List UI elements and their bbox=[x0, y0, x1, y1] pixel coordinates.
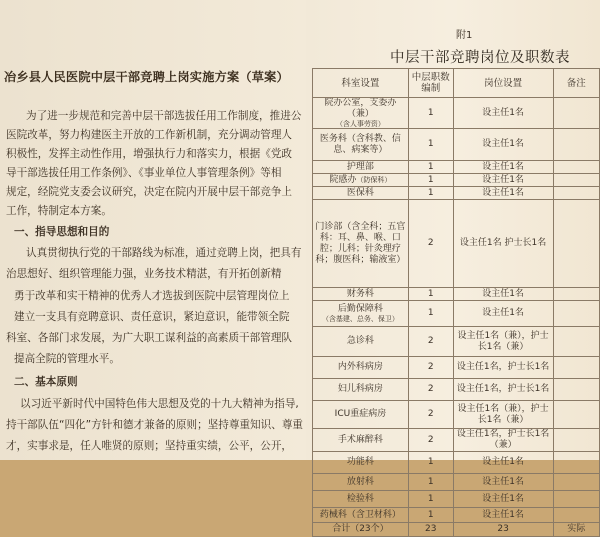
paragraph-line: 建立一支具有竞聘意识、责任意识，紧迫意识，能带领全院 bbox=[14, 311, 290, 323]
table-title: 中层干部竞聘岗位及职数表 bbox=[390, 50, 570, 66]
count-cell: 1 bbox=[408, 129, 453, 161]
note-cell bbox=[553, 452, 599, 474]
table-row bbox=[313, 200, 600, 288]
table-row bbox=[313, 357, 600, 379]
paragraph-line: 医院改革，努力构建医主开放的工作新机制，充分调动管理人 bbox=[6, 129, 293, 141]
note-cell bbox=[553, 288, 599, 301]
dept-cell: 医保科 bbox=[313, 187, 409, 200]
post-cell: 设主任1名（兼），护士长1名（兼） bbox=[453, 401, 553, 429]
note-cell bbox=[553, 508, 599, 523]
document-title: 冶乡县人民医院中层干部竞聘上岗实施方案（草案） bbox=[4, 70, 289, 84]
table-row bbox=[313, 491, 600, 508]
paragraph-line: 为了进一步规范和完善中层干部选拔任用工作制度，推进公 bbox=[26, 110, 302, 122]
count-cell: 2 bbox=[408, 429, 453, 452]
paragraph-line: 持干部队伍“四化”方针和德才兼备的原则；坚持尊重知识、尊重 bbox=[6, 419, 304, 431]
count-cell: 1 bbox=[408, 474, 453, 491]
post-cell: 设主任1名 bbox=[453, 288, 553, 301]
dept-cell: 检验科 bbox=[313, 491, 409, 508]
post-cell: 设主任1名，护士长1名（兼） bbox=[453, 429, 553, 452]
paragraph-line: 勇于改革和实干精神的优秀人才选拔到医院中层管理岗位上 bbox=[14, 290, 290, 302]
column-header: 岗位设置 bbox=[453, 69, 553, 98]
table-row bbox=[313, 508, 600, 523]
count-cell: 1 bbox=[408, 187, 453, 200]
dept-note: （含人事劳资） bbox=[335, 120, 385, 128]
column-header: 中层职数编制 bbox=[408, 69, 453, 98]
table-row bbox=[313, 288, 600, 301]
paragraph-line: 规定，经院党支委会议研究，决定在院内开展中层干部竞争上 bbox=[6, 186, 293, 198]
dept-cell bbox=[313, 301, 409, 327]
table-row bbox=[313, 401, 600, 429]
table-row bbox=[313, 429, 600, 452]
dept-note: （含基建、总务、保卫） bbox=[321, 315, 399, 323]
dept-cell: 功能科 bbox=[313, 452, 409, 474]
note-cell bbox=[553, 357, 599, 379]
positions-table bbox=[312, 68, 600, 537]
dept-name: 后勤保障科 bbox=[337, 304, 383, 314]
post-cell: 设主任1名 bbox=[453, 187, 553, 200]
post-cell: 设主任1名 护士长1名 bbox=[453, 200, 553, 288]
paragraph-line: 提高全院的管理水平。 bbox=[14, 353, 120, 365]
count-cell: 1 bbox=[408, 174, 453, 187]
column-header: 科室设置 bbox=[313, 69, 409, 98]
table-row bbox=[313, 301, 600, 327]
note-cell bbox=[553, 129, 599, 161]
count-cell: 2 bbox=[408, 200, 453, 288]
count-cell: 1 bbox=[408, 98, 453, 129]
dept-name: 院感办 bbox=[329, 174, 357, 185]
total-count-cell: 23 bbox=[408, 523, 453, 537]
count-cell: 2 bbox=[408, 379, 453, 401]
count-cell: 1 bbox=[408, 288, 453, 301]
post-cell: 设主任1名（兼），护士长1名（兼） bbox=[453, 327, 553, 357]
total-label-cell: 合计（23个） bbox=[313, 523, 409, 537]
table-header-row bbox=[313, 69, 600, 98]
note-cell bbox=[553, 301, 599, 327]
note-cell bbox=[553, 200, 599, 288]
dept-cell: 放射科 bbox=[313, 474, 409, 491]
dept-cell: 护理部 bbox=[313, 161, 409, 174]
note-cell bbox=[553, 491, 599, 508]
dept-cell: 医务科（含科教、信息、病案等） bbox=[313, 129, 409, 161]
paragraph-line: 认真贯彻执行党的干部路线为标准，通过竞聘上岗，把具有 bbox=[26, 247, 302, 259]
paragraph-line: 才，实事求是，任人唯贤的原则；坚持重实绩，公平，公开， bbox=[6, 440, 293, 452]
table-row bbox=[313, 187, 600, 200]
count-cell: 1 bbox=[408, 452, 453, 474]
dept-cell: 财务科 bbox=[313, 288, 409, 301]
section-heading: 二、基本原则 bbox=[14, 376, 78, 388]
dept-cell: ICU重症病房 bbox=[313, 401, 409, 429]
table-row bbox=[313, 379, 600, 401]
note-cell bbox=[553, 187, 599, 200]
dept-cell bbox=[313, 174, 409, 187]
count-cell: 2 bbox=[408, 401, 453, 429]
count-cell: 1 bbox=[408, 508, 453, 523]
count-cell: 1 bbox=[408, 161, 453, 174]
right-document-page bbox=[306, 0, 600, 534]
note-cell bbox=[553, 327, 599, 357]
dept-cell: 门诊部（含全科；五官科：耳、鼻、喉、口腔；儿科；针灸理疗科；腹医科；输液室） bbox=[313, 200, 409, 288]
table-row bbox=[313, 174, 600, 187]
table-row bbox=[313, 474, 600, 491]
dept-cell bbox=[313, 98, 409, 129]
paragraph-line: 导干部选拔任用工作条例》、《事业单位人事管理条例》等相 bbox=[6, 167, 282, 179]
post-cell: 设主任1名 bbox=[453, 174, 553, 187]
count-cell: 2 bbox=[408, 357, 453, 379]
note-cell bbox=[553, 98, 599, 129]
table-row bbox=[313, 98, 600, 129]
table-row bbox=[313, 452, 600, 474]
left-document-page bbox=[0, 0, 306, 460]
total-post-cell: 23 bbox=[453, 523, 553, 537]
paragraph-line: 积极性，发挥主动性作用，增强执行力和落实力，根据《党政 bbox=[6, 148, 293, 160]
note-cell bbox=[553, 429, 599, 452]
post-cell: 设主任1名，护士长1名 bbox=[453, 357, 553, 379]
count-cell: 1 bbox=[408, 491, 453, 508]
attachment-label: 附1 bbox=[456, 30, 473, 41]
post-cell: 设主任1名 bbox=[453, 129, 553, 161]
post-cell: 设主任1名 bbox=[453, 474, 553, 491]
note-cell bbox=[553, 379, 599, 401]
post-cell: 设主任1名 bbox=[453, 452, 553, 474]
dept-cell: 药械科（含卫材科） bbox=[313, 508, 409, 523]
count-cell: 1 bbox=[408, 301, 453, 327]
total-note-cell: 实际 bbox=[553, 523, 599, 537]
dept-note: （防保科） bbox=[356, 175, 392, 184]
dept-cell: 手术麻醉科 bbox=[313, 429, 409, 452]
table-row bbox=[313, 129, 600, 161]
paragraph-line: 工作，特制定本方案。 bbox=[6, 205, 112, 217]
table-row bbox=[313, 327, 600, 357]
note-cell bbox=[553, 161, 599, 174]
dept-name: 院办公室，支委办（兼） bbox=[324, 98, 397, 119]
post-cell: 设主任1名 bbox=[453, 301, 553, 327]
dept-cell: 妇儿科病房 bbox=[313, 379, 409, 401]
post-cell: 设主任1名 bbox=[453, 508, 553, 523]
section-heading: 一、指导思想和目的 bbox=[14, 226, 110, 238]
note-cell bbox=[553, 401, 599, 429]
dept-cell: 急诊科 bbox=[313, 327, 409, 357]
post-cell: 设主任1名 bbox=[453, 491, 553, 508]
paragraph-line: 科室、各部门求发展，为广大职工谋利益的高素质干部管理队 bbox=[6, 332, 293, 344]
column-header: 备注 bbox=[553, 69, 599, 98]
note-cell bbox=[553, 174, 599, 187]
post-cell: 设主任1名，护士长1名 bbox=[453, 379, 553, 401]
paragraph-line: 治思想好、组织管理能力强，业务技术精湛，有开拓创新精 bbox=[6, 268, 282, 280]
post-cell: 设主任1名 bbox=[453, 161, 553, 174]
count-cell: 2 bbox=[408, 327, 453, 357]
post-cell: 设主任1名 bbox=[453, 98, 553, 129]
table-total-row bbox=[313, 523, 600, 537]
table-row bbox=[313, 161, 600, 174]
dept-cell: 内外科病房 bbox=[313, 357, 409, 379]
note-cell bbox=[553, 474, 599, 491]
paragraph-line: 以习近平新时代中国特色伟大思想及党的十九大精神为指导, bbox=[20, 398, 299, 410]
